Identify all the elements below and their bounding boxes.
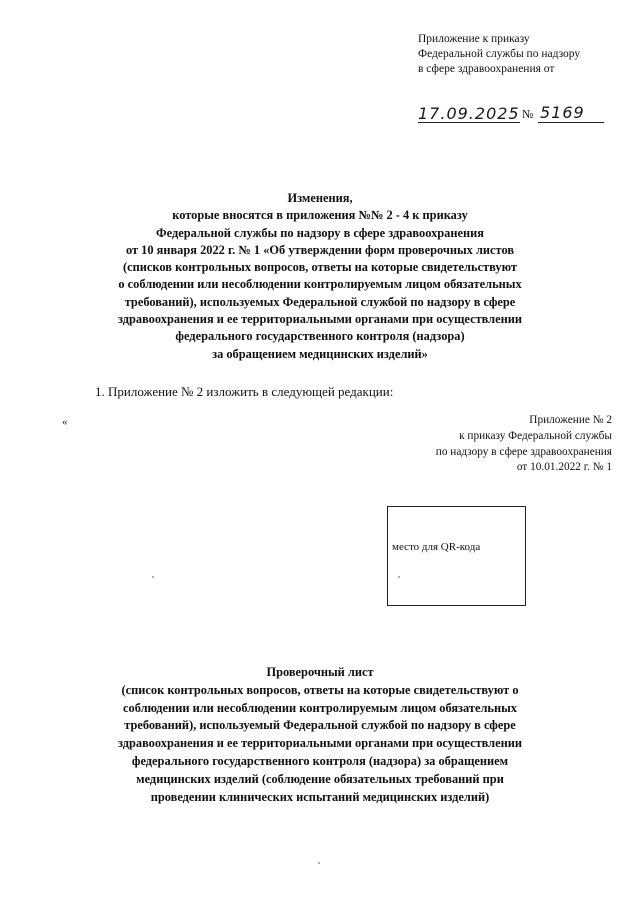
qr-code-label: место для QR-кода: [392, 541, 481, 553]
checklist-title: [60, 664, 580, 806]
title-line: о соблюдении или несоблюдении контролируемым лицом обязательных: [118, 277, 522, 292]
checklist-line: медицинских изделий (соблюдение обязательных требований при: [136, 771, 504, 786]
checklist-line: Проверочный лист: [266, 665, 374, 679]
appendix-2-line-3: по надзору в сфере здравоохранения: [435, 445, 612, 458]
opening-quote: «: [62, 416, 68, 428]
title-line: Изменения,: [287, 191, 353, 205]
title-line: которые вносятся в приложения №№ 2 - 4 к приказу: [172, 208, 468, 223]
header-line-1: Приложение к приказу: [418, 33, 530, 45]
checklist-line: требований), используемый Федеральной службой по надзору в сфере: [124, 718, 516, 733]
checklist-line: здравоохранения и ее территориальными органами при осуществлении: [117, 736, 523, 751]
number-underline: [538, 122, 604, 123]
date-underline: [418, 122, 520, 123]
scan-speck: [398, 576, 400, 578]
title-line: (списков контрольных вопросов, ответы на которые свидетельствуют: [123, 260, 517, 275]
order-date-number-line: [418, 102, 608, 126]
appendix-2-line-4: от 10.01.2022 г. № 1: [516, 461, 612, 474]
handwritten-date: 17.09.2025: [418, 104, 520, 123]
header-line-2: Федеральной службы по надзору: [418, 48, 581, 60]
title-line: за обращением медицинских изделий»: [212, 346, 428, 361]
appendix-2-line-2: к приказу Федеральной службы: [459, 429, 612, 442]
title-line: требований), используемых Федеральной службой по надзору в сфере: [124, 294, 516, 309]
title-line: от 10 января 2022 г. № 1 «Об утверждении форм проверочных листов: [125, 242, 515, 257]
scan-speck: [318, 862, 320, 864]
checklist-line: проведении клинических испытаний медицинских изделий): [150, 789, 490, 804]
scan-speck: [152, 576, 154, 578]
title-line: Федеральной службы по надзору в сфере здравоохранения: [156, 225, 484, 240]
appendix-2-line-1: Приложение № 2: [529, 414, 612, 426]
checklist-line: соблюдении или несоблюдении контролируемым лицом обязательных: [123, 700, 517, 715]
item-1-text: 1. Приложение № 2 изложить в следующей редакции:: [95, 384, 394, 399]
qr-code-placeholder: [387, 506, 526, 606]
changes-title: [40, 190, 600, 363]
header-line-3: в сфере здравоохранения от: [418, 63, 555, 75]
number-sign: №: [522, 107, 535, 121]
checklist-line: (список контрольных вопросов, ответы на которые свидетельствуют о: [121, 682, 519, 697]
appendix-2-header: [436, 413, 612, 476]
checklist-line: федерального государственного контроля (надзора) за обращением: [131, 753, 509, 768]
title-line: здравоохранения и ее территориальными органами при осуществлении: [117, 312, 523, 327]
title-line: федерального государственного контроля (надзора): [175, 329, 465, 344]
handwritten-number: 5169: [540, 103, 585, 122]
order-appendix-header: [418, 32, 613, 77]
